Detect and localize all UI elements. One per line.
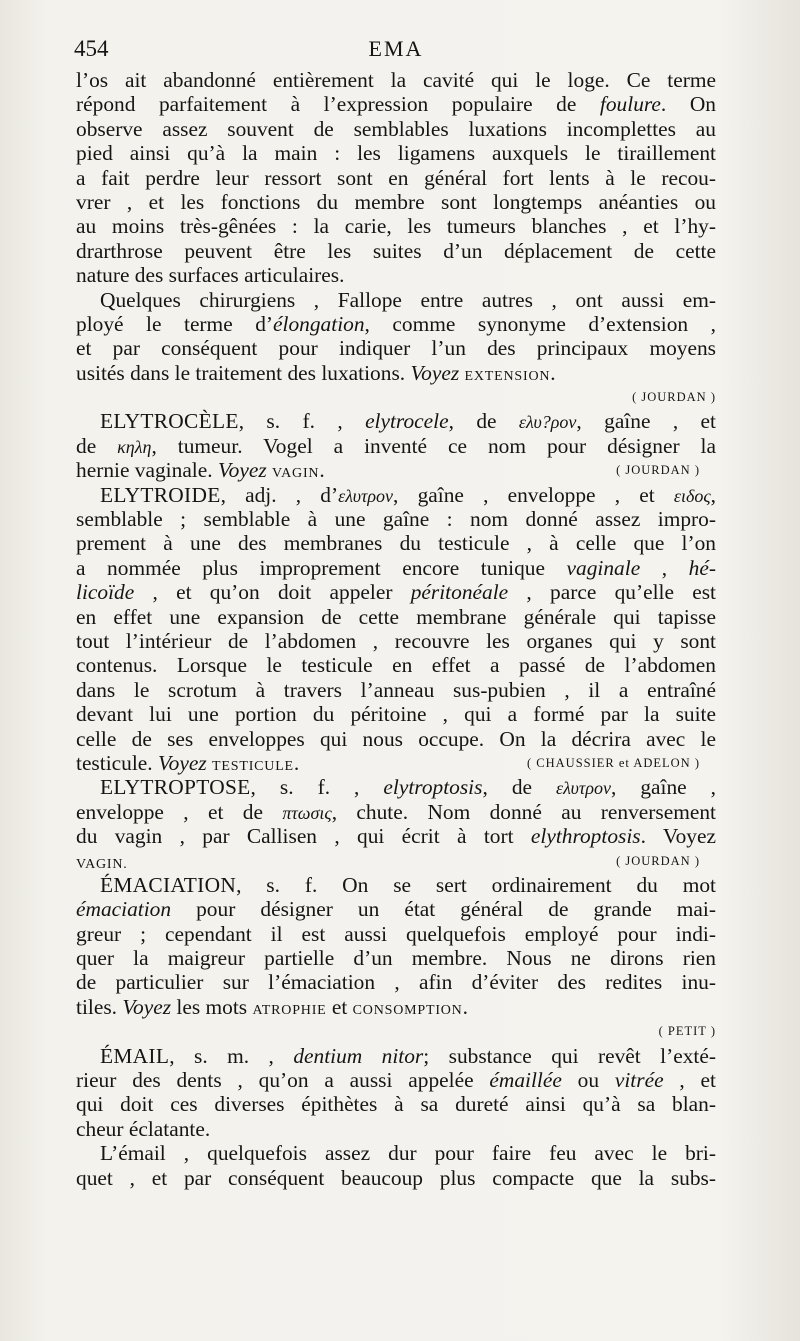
text-line	[76, 629, 716, 653]
italic-term: élongation	[273, 311, 365, 336]
line-text: .	[319, 458, 325, 483]
line-text: , gaîne , et	[576, 409, 716, 434]
italic-term: hé-	[688, 555, 716, 580]
entry-headword: ÉMAIL	[100, 1043, 170, 1068]
line-text: drarthrose peuvent être les suites d’un déplacement de cette	[76, 238, 716, 263]
greek-term: ειδος	[673, 485, 711, 506]
author-signature: ( JOURDAN )	[616, 853, 700, 868]
line-text: testicule.	[76, 750, 158, 775]
line-text: quer la maigreur partielle d’un membre. Nous ne dirons rien	[76, 946, 716, 971]
line-text: .	[550, 360, 556, 385]
text-line	[76, 117, 716, 141]
line-text: ou	[561, 1068, 615, 1093]
text-line	[76, 580, 716, 604]
cross-reference: EXTENSION	[464, 368, 551, 384]
line-text: contenus. Lorsque le testicule en effet a passé de l’abdomen	[76, 653, 716, 678]
line-text: pour désigner un état général de grande mai-	[171, 897, 716, 922]
italic-term: émaciation	[76, 897, 172, 922]
line-text: tout l’intérieur de l’abdomen , recouvre les organes qui y sont	[76, 628, 716, 653]
line-text: , s. f. ,	[238, 409, 366, 434]
text-line	[76, 970, 716, 994]
line-text: a fait perdre leur ressort sont en général fort lents à le recou-	[76, 165, 716, 190]
text-line	[76, 946, 716, 970]
text-line	[76, 458, 716, 482]
entry-elytroptose	[76, 775, 716, 873]
author-signature: ( CHAUSSIER et ADELON )	[527, 755, 700, 770]
text-line	[76, 531, 716, 555]
entry-headword: ELYTROCÈLE	[100, 409, 239, 434]
line-text: et	[326, 994, 353, 1019]
line-text: enveloppe , et de	[76, 799, 283, 824]
line-text: , adj. , d’	[220, 482, 339, 507]
italic-term: émaillée	[489, 1068, 562, 1093]
voyez-label: Voyez	[157, 750, 207, 775]
cross-reference: TESTICULE	[212, 758, 294, 774]
latin-term: elytroptosis	[383, 775, 483, 800]
text-line	[76, 434, 716, 458]
italic-term: vitrée	[614, 1068, 664, 1093]
italic-term: elythroptosis	[530, 824, 641, 849]
line-text: rieur des dents , qu’on a aussi appelée	[76, 1068, 490, 1093]
text-line	[76, 483, 716, 507]
text-line	[76, 1068, 716, 1092]
greek-term: πτωσις	[282, 802, 332, 823]
text-line	[76, 1092, 716, 1116]
greek-term: κηλη	[117, 436, 152, 457]
text-line	[76, 897, 716, 921]
voyez-label: Voyez	[410, 360, 460, 385]
text-line	[76, 1166, 716, 1190]
entry-elytrocele	[76, 409, 716, 482]
italic-term: licoïde	[76, 580, 135, 605]
line-text: , et	[663, 1068, 716, 1093]
line-text: . On	[660, 92, 716, 117]
voyez-label: Voyez	[122, 994, 172, 1019]
line-text: répond parfaitement à l’expression populaire de	[76, 92, 600, 117]
text-line	[76, 556, 716, 580]
italic-term: foulure	[599, 92, 661, 117]
text-line	[76, 166, 716, 190]
line-text: , et qu’on doit appeler	[134, 580, 411, 605]
text-line	[76, 849, 716, 873]
entry-email	[76, 1044, 716, 1190]
line-text: , de	[482, 775, 557, 800]
text-line	[76, 312, 716, 336]
entry-headword: ELYTROPTOSE	[100, 775, 251, 800]
line-text: du vagin , par Callisen , qui écrit à tort	[76, 824, 531, 849]
line-text: .	[293, 750, 300, 775]
text-line	[76, 751, 716, 775]
text-line	[76, 336, 716, 360]
text-line	[76, 653, 716, 677]
text-line	[76, 409, 716, 433]
line-text: hernie vaginale.	[76, 458, 218, 483]
line-text: , s. f. On se sert ordinairement du mot	[236, 872, 716, 897]
text-line	[76, 361, 716, 385]
cross-reference: VAGIN	[272, 466, 320, 482]
line-text: nature des surfaces articulaires.	[76, 263, 345, 288]
text-line	[76, 605, 716, 629]
text-line	[76, 190, 716, 214]
line-text: ; substance qui revêt l’exté-	[423, 1043, 716, 1068]
line-text: , de	[448, 409, 519, 434]
text-line	[76, 727, 716, 751]
latin-term: elytrocele	[365, 409, 449, 434]
italic-term: vaginale	[566, 555, 641, 580]
line-text: et par conséquent pour indiquer l’un des principaux moyens	[76, 336, 716, 361]
line-text: ployé le terme d’	[76, 311, 274, 336]
line-text: ,	[710, 482, 716, 507]
line-text: . Voyez	[640, 824, 716, 849]
text-line	[76, 1117, 716, 1141]
line-text: , s. m. ,	[169, 1043, 294, 1068]
page-header	[74, 36, 718, 68]
line-text: , gaîne , enveloppe , et	[393, 482, 674, 507]
line-text: pied ainsi qu’à la main : les ligamens auxquels le tiraillement	[76, 141, 716, 166]
line-text: semblable ; semblable à une gaîne : nom donné assez impro-	[76, 507, 716, 532]
author-signature: ( JOURDAN )	[616, 463, 700, 478]
entry-elytroide	[76, 483, 716, 776]
italic-term: péritonéale	[410, 580, 509, 605]
line-text: , s. f. ,	[250, 775, 384, 800]
line-text: L’émail , quelquefois assez dur pour faire feu avec le bri-	[100, 1141, 716, 1166]
line-text: en effet une expansion de cette membrane générale qui tapisse	[76, 604, 716, 629]
line-text: celle de ses enveloppes qui nous occupe. On la décrira avec le	[76, 726, 716, 751]
entry-emaciation	[76, 873, 716, 1044]
line-text: ,	[640, 555, 689, 580]
cross-reference: CONSOMPTION	[352, 1002, 463, 1018]
text-line	[76, 995, 716, 1019]
line-text: quet , et par conséquent beaucoup plus compacte que la subs-	[76, 1165, 716, 1190]
running-head: EMA	[368, 36, 424, 61]
line-text: Quelques chirurgiens , Fallope entre autres , ont aussi em-	[100, 287, 716, 312]
line-text: qui doit ces diverses épithètes à sa dureté ainsi qu’à sa blan-	[76, 1092, 716, 1117]
line-text: de particulier sur l’émaciation , afin d’éviter des redites inu-	[76, 970, 716, 995]
greek-term: ελυτρον	[338, 485, 394, 506]
text-line	[76, 1141, 716, 1165]
cross-reference: ATROPHIE	[252, 1002, 327, 1018]
greek-term: ελυ?ρον	[518, 412, 577, 433]
line-text: les mots	[171, 994, 253, 1019]
line-text: au moins très-gênées : la carie, les tumeurs blanches , et l’hy-	[76, 214, 716, 239]
line-text: prement à une des membranes du testicule , à celle que l’on	[76, 531, 716, 556]
line-text: a nommée plus improprement encore tunique	[76, 555, 567, 580]
voyez-label: Voyez	[217, 458, 267, 483]
text-line	[76, 922, 716, 946]
entry-headword: ELYTROIDE	[100, 482, 221, 507]
line-text: devant lui une portion du péritoine , qui a formé par la suite	[76, 702, 716, 727]
text-line	[76, 1044, 716, 1068]
text-line	[76, 263, 716, 287]
text-line	[76, 214, 716, 238]
line-text: , parce qu’elle est	[508, 580, 716, 605]
text-line	[76, 92, 716, 116]
line-text: , chute. Nom donné au renversement	[331, 799, 716, 824]
entry-headword: ÉMACIATION	[100, 872, 237, 897]
line-text: de	[76, 433, 118, 458]
text-line	[76, 288, 716, 312]
page-body	[76, 68, 716, 1190]
text-line	[76, 68, 716, 92]
line-text: , tumeur. Vogel a inventé ce nom pour désigner la	[151, 433, 716, 458]
line-text: observe assez souvent de semblables luxations incomplettes au	[76, 116, 716, 141]
text-line	[76, 678, 716, 702]
page-number: 454	[74, 36, 109, 61]
text-line	[76, 239, 716, 263]
line-text: tiles.	[76, 994, 123, 1019]
text-line	[76, 800, 716, 824]
line-text: , comme synonyme d’extension ,	[364, 311, 716, 336]
text-line	[76, 824, 716, 848]
author-signature: ( PETIT )	[658, 1024, 716, 1039]
greek-term: ελυτρον	[556, 778, 611, 799]
cross-reference: VAGIN.	[76, 856, 128, 872]
line-text: vrer , et les fonctions du membre sont longtemps anéanties ou	[76, 189, 716, 214]
line-text: usités dans le traitement des luxations.	[76, 360, 411, 385]
line-text: , gaîne ,	[610, 775, 717, 800]
text-line	[76, 702, 716, 726]
text-line	[76, 507, 716, 531]
line-text: dans le scrotum à travers l’anneau sus-pubien , il a entraîné	[76, 677, 716, 702]
text-line	[76, 141, 716, 165]
latin-term: dentium nitor	[293, 1043, 424, 1068]
line-text: cheur éclatante.	[76, 1116, 211, 1141]
line-text: l’os ait abandonné entièrement la cavité qui le loge. Ce terme	[76, 68, 716, 92]
line-text: greur ; cependant il est aussi quelquefois employé pour indi-	[76, 921, 716, 946]
line-text: .	[462, 994, 468, 1019]
text-line	[76, 775, 716, 799]
text-line	[76, 873, 716, 897]
author-signature: ( JOURDAN )	[632, 390, 716, 405]
